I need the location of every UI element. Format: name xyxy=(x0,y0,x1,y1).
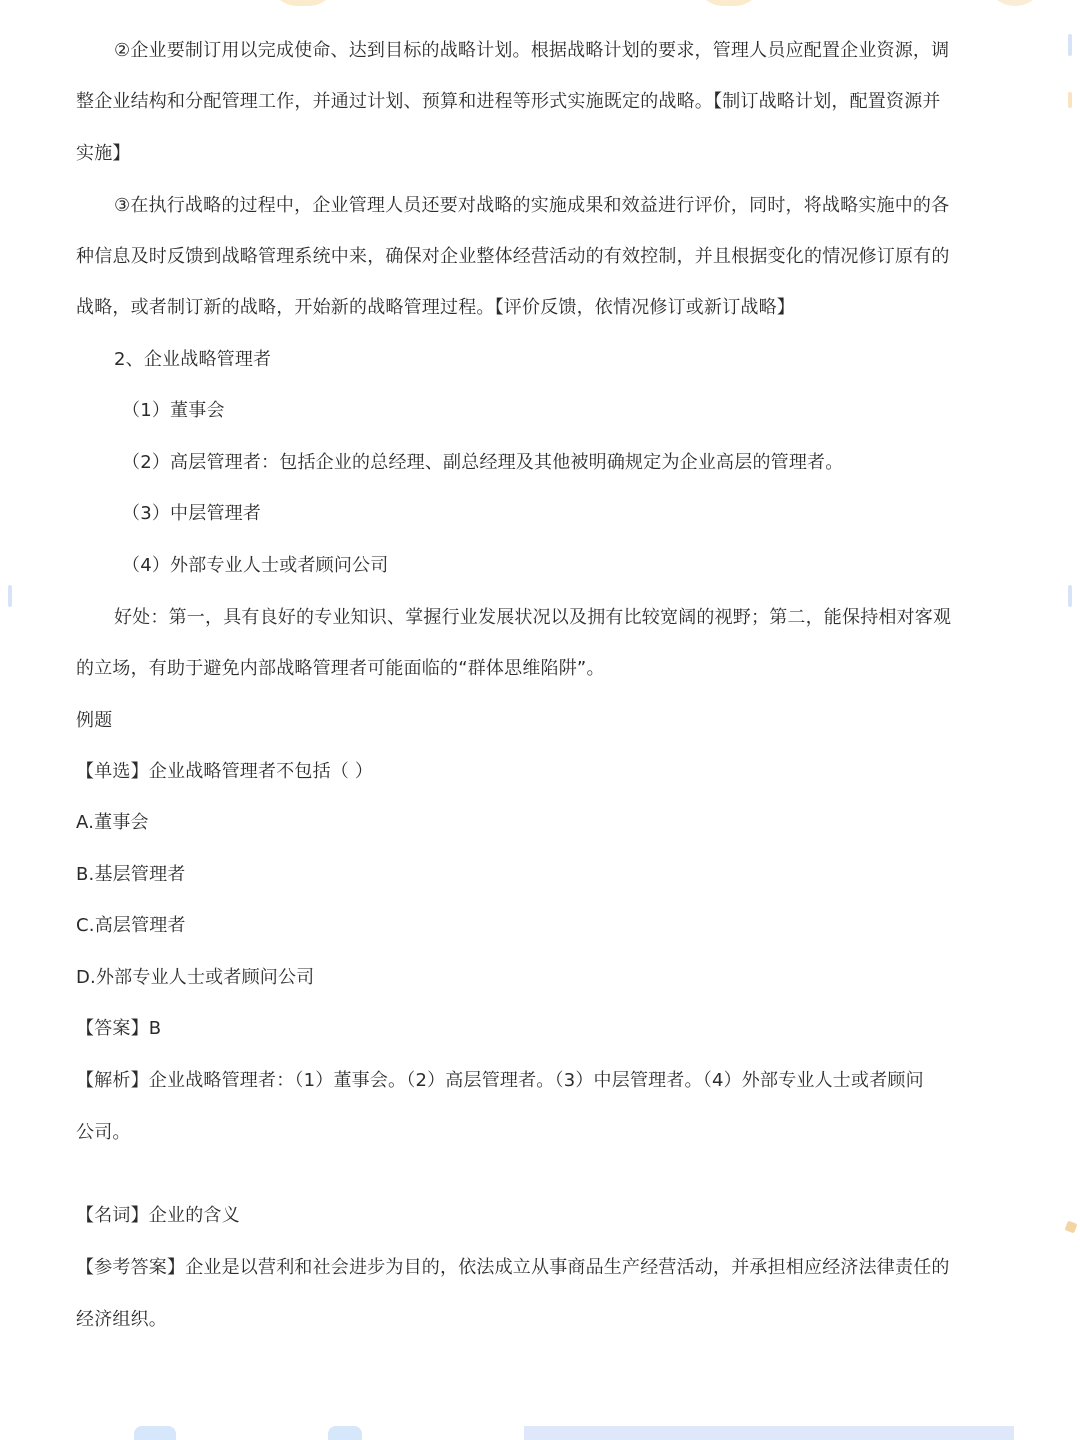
term-heading: 【名词】企业的含义 xyxy=(76,1205,240,1226)
decor-side-mark xyxy=(1068,34,1072,56)
reference-answer-line: 经济组织。 xyxy=(76,1309,167,1330)
decor-shape xyxy=(134,1426,176,1440)
decor-side-mark xyxy=(1068,92,1072,108)
decor-side-mark xyxy=(8,585,12,607)
analysis-line: 【解析】企业战略管理者：（1）董事会。（2）高层管理者。（3）中层管理者。（4）外部专业人士或者顾问 xyxy=(76,1070,924,1091)
paragraph-line: 整企业结构和分配管理工作，并通过计划、预算和进程等形式实施既定的战略。【制订战略计划，配置资源并 xyxy=(76,91,941,112)
list-item: （3）中层管理者 xyxy=(122,503,262,524)
decor-top-blob xyxy=(694,0,764,6)
section-heading: 2、企业战略管理者 xyxy=(114,349,272,370)
answer-line: 【答案】B xyxy=(76,1018,162,1039)
paragraph-line: 好处：第一，具有良好的专业知识、掌握行业发展状况以及拥有比较宽阔的视野；第二，能保持相对客观 xyxy=(114,607,952,628)
paragraph-line: ③在执行战略的过程中，企业管理人员还要对战略的实施成果和效益进行评价，同时，将战略实施中的各 xyxy=(114,195,950,216)
question-option: A.董事会 xyxy=(76,812,149,833)
decor-bottom-band xyxy=(0,1424,1080,1440)
decor-shape xyxy=(328,1426,362,1440)
decor-top-blob xyxy=(985,0,1045,6)
question-option: D.外部专业人士或者顾问公司 xyxy=(76,967,315,988)
paragraph-line: ②企业要制订用以完成使命、达到目标的战略计划。根据战略计划的要求，管理人员应配置企业资源，调 xyxy=(114,40,950,61)
question-option: B.基层管理者 xyxy=(76,864,186,885)
decor-top-blob xyxy=(268,0,338,6)
analysis-line: 公司。 xyxy=(76,1122,131,1143)
list-item: （2）高层管理者：包括企业的总经理、副总经理及其他被明确规定为企业高层的管理者。 xyxy=(122,452,844,473)
question-option: C.高层管理者 xyxy=(76,915,186,936)
question-stem: 【单选】企业战略管理者不包括（ ） xyxy=(76,761,374,782)
paragraph-line: 种信息及时反馈到战略管理系统中来，确保对企业整体经营活动的有效控制，并且根据变化的情况修订原有的 xyxy=(76,246,950,267)
list-item: （1）董事会 xyxy=(122,400,225,421)
decor-side-mark xyxy=(1068,585,1072,607)
paragraph-line: 的立场，有助于避免内部战略管理者可能面临的“群体思维陷阱”。 xyxy=(76,658,605,679)
reference-answer-line: 【参考答案】企业是以营利和社会进步为目的，依法成立从事商品生产经营活动，并承担相应经济法律责任的 xyxy=(76,1257,950,1278)
decor-shape xyxy=(524,1426,1014,1440)
list-item: （4）外部专业人士或者顾问公司 xyxy=(122,555,389,576)
paragraph-line: 战略，或者制订新的战略，开始新的战略管理过程。【评价反馈，依情况修订或新订战略】 xyxy=(76,297,795,318)
paragraph-line: 实施】 xyxy=(76,143,131,164)
decor-side-dot xyxy=(1065,1221,1078,1234)
example-heading: 例题 xyxy=(76,710,113,731)
